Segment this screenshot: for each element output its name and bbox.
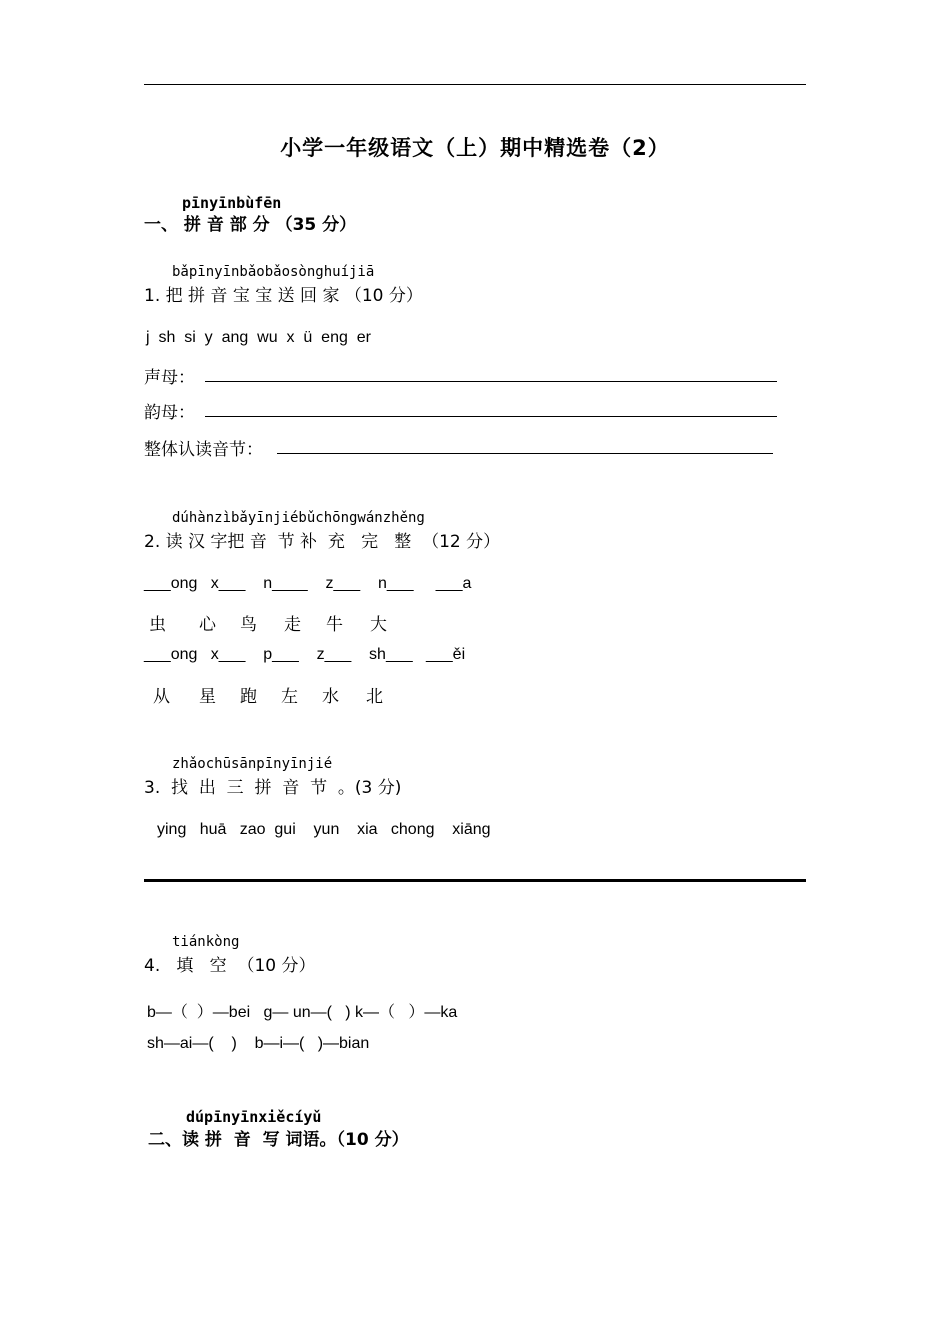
q2-pinyin: dúhànzìbǎyīnjiébǔchōngwánzhěng xyxy=(172,510,425,526)
q2-row1-pinyin: ___ong x___ n____ z___ n___ ___a xyxy=(144,575,472,592)
q4-row2: sh—ai—( ) b—i—( )—bian xyxy=(147,1035,370,1052)
section1-heading: 一、 拼 音 部 分 （35 分） xyxy=(144,215,357,235)
hanzi-char: 跑 xyxy=(240,687,257,707)
q4-pinyin: tiánkòng xyxy=(172,934,240,950)
top-rule xyxy=(144,84,806,85)
q1-label: 1. 把 拼 音 宝 宝 送 回 家 （10 分） xyxy=(144,286,423,306)
q3-items: ying huā zao gui yun xia chong xiāng xyxy=(157,821,491,838)
hanzi-char: 星 xyxy=(199,687,216,707)
q1-items: j sh si y ang wu x ü eng er xyxy=(146,329,371,346)
hanzi-char: 水 xyxy=(322,687,339,707)
q2-label: 2. 读 汉 字把 音 节 补 充 完 整 （12 分） xyxy=(144,532,501,552)
q1-line-shengmu-blank[interactable] xyxy=(205,381,777,382)
section2-pinyin: dúpīnyīnxiěcíyǔ xyxy=(186,1108,322,1126)
section1-pinyin: pīnyīnbùfēn xyxy=(182,194,282,212)
hanzi-char: 走 xyxy=(284,615,301,635)
hanzi-char: 大 xyxy=(370,615,387,635)
hanzi-char: 北 xyxy=(366,687,383,707)
q2-row2-pinyin: ___ong x___ p___ z___ sh___ ___ěi xyxy=(144,646,466,663)
section-divider xyxy=(144,879,806,882)
hanzi-char: 虫 xyxy=(149,615,166,635)
q1-line-zhengti-blank[interactable] xyxy=(277,453,773,454)
q1-line-shengmu-label: 声母： xyxy=(144,368,195,388)
q1-line-zhengti-label: 整体认读音节： xyxy=(144,440,263,460)
q3-label: 3. 找 出 三 拼 音 节 。(3 分) xyxy=(144,778,402,798)
section2-heading: 二、读 拼 音 写 词语。（10 分） xyxy=(148,1130,409,1150)
hanzi-char: 鸟 xyxy=(240,615,257,635)
q4-row1: b—（ ）—bei g— un—( ) k—（ ）—ka xyxy=(147,1004,458,1021)
page-title: 小学一年级语文（上）期中精选卷（2） xyxy=(280,136,670,160)
hanzi-char: 心 xyxy=(199,615,216,635)
q1-line-yunmu-blank[interactable] xyxy=(205,416,777,417)
q4-label: 4. 填 空 （10 分） xyxy=(144,956,316,976)
q3-pinyin: zhǎochūsānpīnyīnjié xyxy=(172,756,333,772)
q1-pinyin: bǎpīnyīnbǎobǎosònghuíjiā xyxy=(172,264,375,280)
q1-line-yunmu-label: 韵母： xyxy=(144,403,195,423)
hanzi-char: 牛 xyxy=(326,615,343,635)
hanzi-char: 从 xyxy=(153,687,170,707)
hanzi-char: 左 xyxy=(281,687,298,707)
